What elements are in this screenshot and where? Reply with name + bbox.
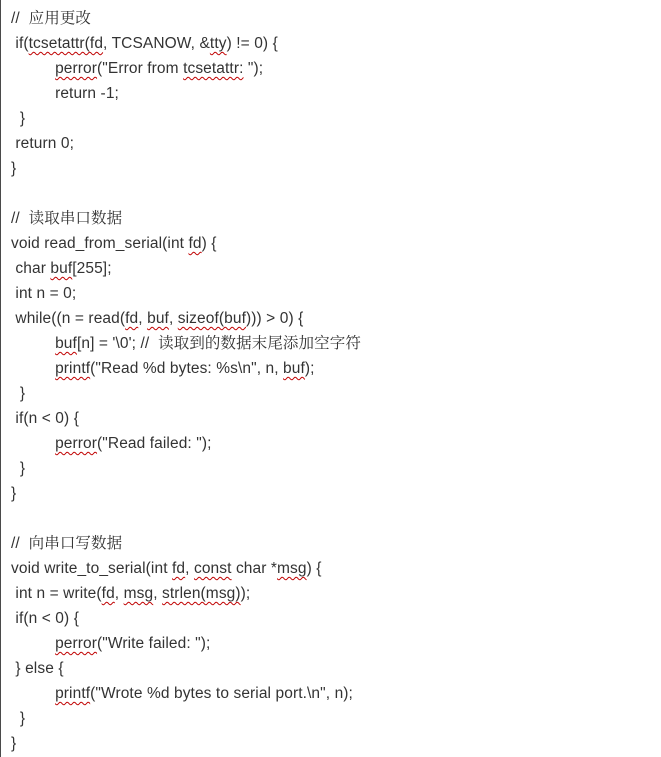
code-token: [255];	[72, 260, 112, 277]
code-token: ("Read %d bytes: %s\n", n,	[90, 360, 284, 377]
misspelled-token: printf	[55, 360, 91, 377]
code-token: ("Write failed: ");	[97, 635, 211, 652]
misspelled-token: sizeof(buf	[177, 310, 246, 327]
code-token: ,	[185, 560, 194, 577]
code-token: );	[304, 360, 315, 377]
code-line	[11, 181, 655, 206]
code-line	[11, 256, 655, 281]
misspelled-token: perror	[55, 635, 98, 652]
misspelled-token: fd	[101, 585, 115, 602]
code-line	[11, 431, 655, 456]
code-token: ,	[138, 310, 148, 327]
code-line	[11, 231, 655, 256]
code-token: void read_from_serial(int	[11, 235, 189, 252]
code-line	[11, 706, 655, 731]
code-line	[11, 731, 655, 756]
misspelled-token: buf	[283, 360, 305, 377]
code-line	[11, 606, 655, 631]
code-line	[11, 581, 655, 606]
code-token	[11, 60, 55, 77]
code-token: }	[11, 710, 26, 727]
misspelled-token: strlen(msg)	[162, 585, 241, 602]
misspelled-token: buf	[55, 335, 77, 352]
code-token: ) {	[306, 560, 322, 577]
code-line	[11, 31, 655, 56]
code-line	[11, 681, 655, 706]
code-token: ,	[168, 310, 178, 327]
code-line	[11, 206, 655, 231]
code-token: ,	[114, 585, 124, 602]
code-token: ("Error from	[97, 60, 184, 77]
code-token: ("Read failed: ");	[97, 435, 212, 452]
misspelled-token: buf	[147, 310, 169, 327]
misspelled-token: fd	[188, 235, 202, 252]
code-token: }	[11, 385, 26, 402]
code-token	[11, 635, 55, 652]
misspelled-token: fd	[172, 560, 186, 577]
code-line	[11, 506, 655, 531]
code-line	[11, 281, 655, 306]
code-token: ) != 0) {	[226, 35, 278, 52]
code-token: [n] = '\0'; // 读取到的数据末尾添加空字符	[76, 335, 361, 352]
code-token	[11, 335, 55, 352]
code-token: int n = write(	[11, 585, 102, 602]
code-token	[11, 435, 55, 452]
code-line	[11, 306, 655, 331]
code-line	[11, 356, 655, 381]
code-token: if(n < 0) {	[11, 610, 79, 627]
code-token: , TCSANOW, &	[103, 35, 210, 52]
misspelled-token: buf	[50, 260, 73, 277]
code-token: ) {	[201, 235, 217, 252]
code-token: }	[11, 485, 17, 502]
code-token: // 应用更改	[11, 10, 92, 27]
misspelled-token: printf	[55, 685, 91, 702]
misspelled-token: tty	[209, 35, 227, 52]
code-token	[11, 360, 55, 377]
code-token: int n = 0;	[11, 285, 77, 302]
misspelled-token: const	[193, 560, 232, 577]
misspelled-token: perror	[55, 435, 98, 452]
code-line	[11, 156, 655, 181]
misspelled-token: perror	[55, 60, 98, 77]
code-token: );	[240, 585, 251, 602]
code-token: }	[11, 110, 26, 127]
misspelled-token: msg	[277, 560, 307, 577]
code-token: while((n = read(	[11, 310, 126, 327]
code-token: // 读取串口数据	[11, 210, 123, 227]
code-line	[11, 106, 655, 131]
code-line	[11, 481, 655, 506]
code-line	[11, 131, 655, 156]
code-line	[11, 456, 655, 481]
code-line	[11, 81, 655, 106]
code-token: }	[11, 460, 26, 477]
code-token: void write_to_serial(int	[11, 560, 173, 577]
code-token: if(	[11, 35, 29, 52]
code-line	[11, 331, 655, 356]
code-token: ("Wrote %d bytes to serial port.\n", n);	[90, 685, 353, 702]
code-token: ))) > 0) {	[245, 310, 304, 327]
code-token: // 向串口写数据	[11, 535, 123, 552]
code-line	[11, 556, 655, 581]
code-line	[11, 56, 655, 81]
code-token: char *	[231, 560, 278, 577]
code-token: ");	[243, 60, 264, 77]
code-token: } else {	[11, 660, 64, 677]
misspelled-token: tcsetattr:	[183, 60, 244, 77]
misspelled-token: fd	[125, 310, 139, 327]
code-token	[11, 685, 55, 702]
code-line	[11, 6, 655, 31]
code-line	[11, 631, 655, 656]
code-line	[11, 531, 655, 556]
misspelled-token: msg	[123, 585, 154, 602]
code-token: ,	[153, 585, 163, 602]
code-line	[11, 656, 655, 681]
code-line	[11, 381, 655, 406]
code-token: return 0;	[11, 135, 75, 152]
code-token: }	[11, 735, 17, 752]
code-token: return -1;	[11, 85, 119, 102]
code-token: }	[11, 160, 17, 177]
code-line	[11, 406, 655, 431]
code-token: char	[11, 260, 51, 277]
code-token: if(n < 0) {	[11, 410, 79, 427]
misspelled-token: tcsetattr(fd	[28, 35, 104, 52]
